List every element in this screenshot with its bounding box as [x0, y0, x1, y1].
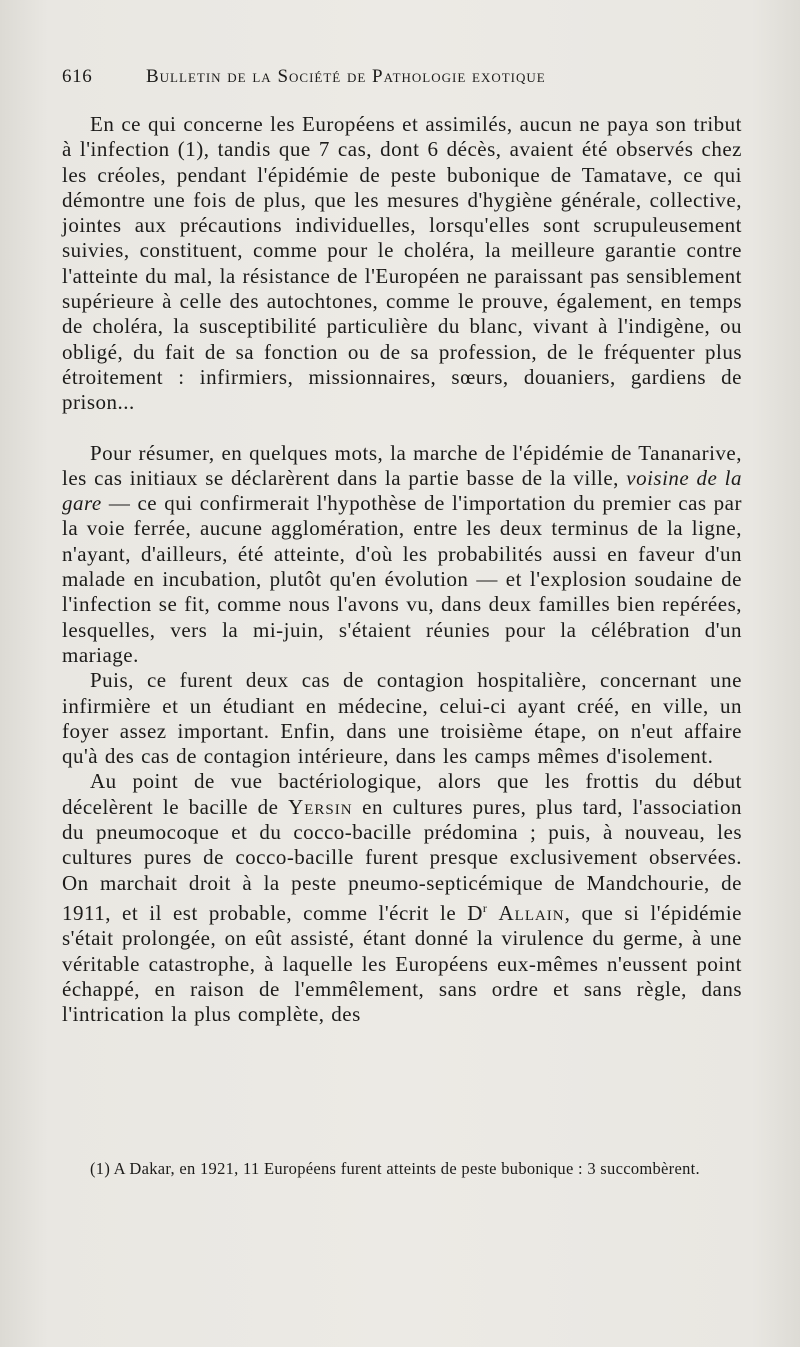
paragraph-2-part-2: — ce qui confirmerait l'hypothèse de l'importation du premier cas par la voie ferrée, aucune agglomération, entre les deux terminus de la ligne, n'ayant, d'ailleurs, été atteinte, d'où les probabilités aussi en faveur d'un malade en incubation, plutôt qu'en évolution — et l'explosion soudaine de l'infection se fit, comme nous l'avons vu, dans deux familles bien repérées, lesquelles, vers la mi-juin, s'étaient réunies pour la célébration d'un mariage.: [62, 491, 742, 667]
paragraph-1: En ce qui concerne les Européens et assimilés, aucun ne paya son tribut à l'infection (1), tandis que 7 cas, dont 6 décès, avaient été observés chez les créoles, pendant l'épidémie de peste bubonique de Tamatave, ce qui démontre une fois de plus, que les mesures d'hygiène générale, collective, jointes aux précautions individuelles, lorsqu'elles sont scrupuleusement suivies, constituent, comme pour le choléra, la meilleure garantie contre l'atteinte du mal, la résistance de l'Européen ne paraissant pas sensiblement supérieure à celle des autochtones, comme le prouve, également, en temps de choléra, la susceptibilité particulière du blanc, vivant à l'indigène, ou obligé, du fait de sa fonction ou de sa profession, de le fréquenter plus étroitement : infirmiers, missionnaires, sœurs, douaniers, gardiens de prison...: [62, 112, 742, 415]
page-header: [62, 66, 742, 96]
footnote: [62, 1158, 742, 1179]
paragraph-4: [62, 769, 742, 1027]
running-title: Bulletin de la Société de Pathologie exotique: [146, 66, 546, 87]
paragraph-4-part-3: , que si l'épidémie s'était prolongée, on eût assisté, étant donné la virulence du germe, à une véritable catastrophe, à laquelle les Européens eux-mêmes n'eussent point échappé, en raison de l'emmêlement, sans ordre et sans règle, dans l'intrication la plus complète, des: [62, 900, 742, 1027]
paragraph-2-italic: voisine de la gare: [62, 465, 743, 516]
footnote-text: (1) A Dakar, en 1921, 11 Européens furent atteints de peste bubonique : 3 succombèrent.: [90, 1159, 700, 1178]
paragraph-4-part-1: Au point de vue bactériologique, alors que les frottis du début décelèrent le bacille de: [62, 769, 742, 819]
paragraph-2-part-1: Pour résumer, en quelques mots, la marche de l'épidémie de Tananarive, les cas initiaux se déclarèrent dans la partie basse de la ville,: [62, 440, 742, 490]
doctor-abbrev-sup: r: [482, 900, 488, 915]
author-name-allain: Allain: [498, 900, 565, 925]
paragraph-4-part-2: en cultures pures, plus tard, l'association du pneumocoque et du cocco-bacille prédomina ; puis, à nouveau, les cultures pures de cocco-bacille furent presque exclusivement observées. On marchait droit à la peste pneumo-septicémique de Mandchourie, de 1911, et il est probable, comme l'écrit le D: [62, 794, 742, 925]
paragraph-3: Puis, ce furent deux cas de contagion hospitalière, concernant une infirmière et un étudiant en médecine, celui-ci ayant créé, en ville, un foyer assez important. Enfin, dans une troisième étape, on n'eut affaire qu'à des cas de contagion intérieure, dans les camps mêmes d'isolement.: [62, 668, 742, 769]
page-number: 616: [62, 66, 93, 87]
paragraph-2: [62, 441, 742, 669]
author-name-yersin: Yersin: [288, 794, 353, 819]
body-text: [62, 112, 742, 1027]
